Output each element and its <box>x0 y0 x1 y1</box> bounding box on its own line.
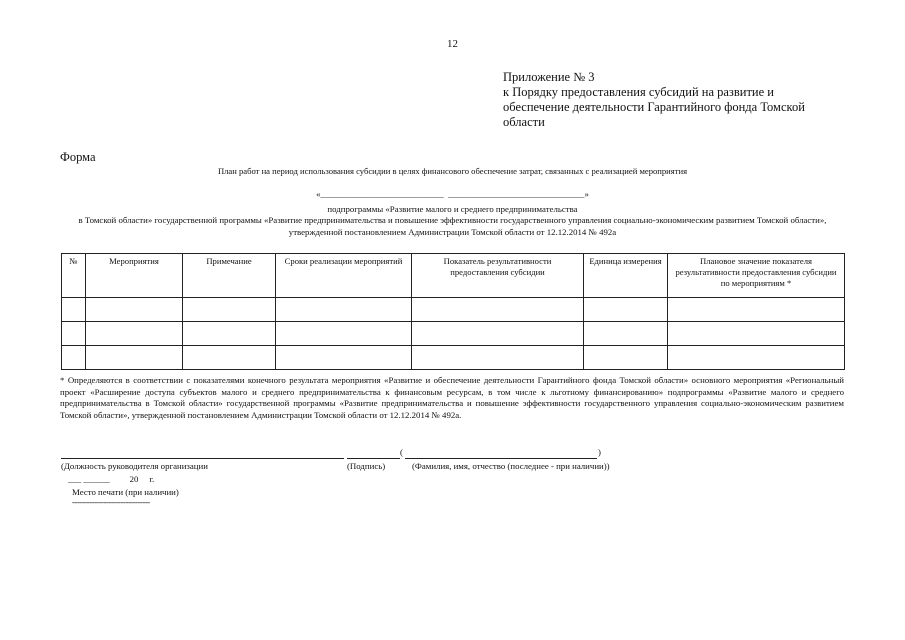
table-cell[interactable] <box>412 346 584 370</box>
footnote: * Определяются в соответствии с показателями конечного результата мероприятия «Развитие и обеспечение деятельности Гарантийного фонда Томской области» основного мероприятия «Региональный проект «Расширение доступа субъектов малого и среднего предпринимательства к финансовым ресурсам, в том числе к льготному финансированию» подпрограммы «Развитие малого и среднего предпринимательства в Томской области» государственной программы «Развитие предпринимательства и повышение эффективности государственного управления социально-экономическим развитием Томской области», утвержденной постановлением Администрации Томской области от 12.12.2014 № 492а. <box>60 375 844 420</box>
col-header-note: Примечание <box>183 254 276 298</box>
col-header-planned-value: Плановое значение показателя результативности предоставления субсидии по мероприятиям * <box>668 254 845 298</box>
col-header-activities: Мероприятия <box>86 254 183 298</box>
signature-label: (Подпись) <box>347 461 386 471</box>
page-number: 12 <box>447 38 458 50</box>
stamp-place-label: Место печати (при наличии) <box>72 487 179 497</box>
col-header-number: № <box>62 254 86 298</box>
position-blank-line[interactable] <box>61 458 344 459</box>
table-cell[interactable] <box>62 298 86 322</box>
table-cell[interactable] <box>584 346 668 370</box>
subprogram-line-1: подпрограммы «Развитие малого и среднего предпринимательства <box>327 204 578 214</box>
plan-title: План работ на период использования субсидии в целях финансового обеспечение затрат, связанных с реализацией мероприятия <box>217 166 688 176</box>
subprogram-line-2: в Томской области» государственной программы «Развитие предпринимательства и повышение эффективности государственного управления социально-экономическим развитием Томской области», утвержденной постановлением Администрации Томской области от 12.12.2014 № 492а <box>78 215 827 237</box>
form-label: Форма <box>60 150 96 164</box>
table-cell[interactable] <box>584 322 668 346</box>
table-row <box>62 346 845 370</box>
stamp-dashes: -------------------------------- <box>72 497 150 507</box>
date-line: ___ ______ 20 г. <box>68 474 155 484</box>
table-cell[interactable] <box>276 322 412 346</box>
col-header-deadlines: Сроки реализации мероприятий <box>276 254 412 298</box>
appendix-line-2: обеспечение деятельности Гарантийного фонда Томской <box>503 100 805 114</box>
activity-name-blank: «____________________________ _______________________________» <box>316 189 589 199</box>
table-cell[interactable] <box>276 298 412 322</box>
table-cell[interactable] <box>86 322 183 346</box>
table-cell[interactable] <box>668 322 845 346</box>
col-header-indicator: Показатель результативности предоставления субсидии <box>412 254 584 298</box>
table-row <box>62 322 845 346</box>
col-header-unit: Единица измерения <box>584 254 668 298</box>
table-cell[interactable] <box>412 298 584 322</box>
table-cell[interactable] <box>86 346 183 370</box>
table-cell[interactable] <box>183 298 276 322</box>
signature-blank-line[interactable] <box>347 458 400 459</box>
name-paren-open: ( <box>400 447 403 457</box>
full-name-label: (Фамилия, имя, отчество (последнее - при наличии)) <box>412 461 610 471</box>
table-cell[interactable] <box>668 298 845 322</box>
table-cell[interactable] <box>62 322 86 346</box>
table-cell[interactable] <box>183 322 276 346</box>
work-plan-table <box>61 253 845 370</box>
appendix-block <box>503 70 833 130</box>
table-cell[interactable] <box>62 346 86 370</box>
name-blank-line[interactable] <box>405 458 597 459</box>
name-paren-close: ) <box>598 447 601 457</box>
table-cell[interactable] <box>668 346 845 370</box>
appendix-line-3: области <box>503 115 545 129</box>
table-header-row <box>62 254 845 298</box>
table-cell[interactable] <box>183 346 276 370</box>
position-label: (Должность руководителя организации <box>61 461 208 471</box>
table-cell[interactable] <box>276 346 412 370</box>
table-cell[interactable] <box>86 298 183 322</box>
appendix-title: Приложение № 3 <box>503 70 595 84</box>
table-row <box>62 298 845 322</box>
appendix-line-1: к Порядку предоставления субсидий на развитие и <box>503 85 774 99</box>
table-cell[interactable] <box>412 322 584 346</box>
table-cell[interactable] <box>584 298 668 322</box>
